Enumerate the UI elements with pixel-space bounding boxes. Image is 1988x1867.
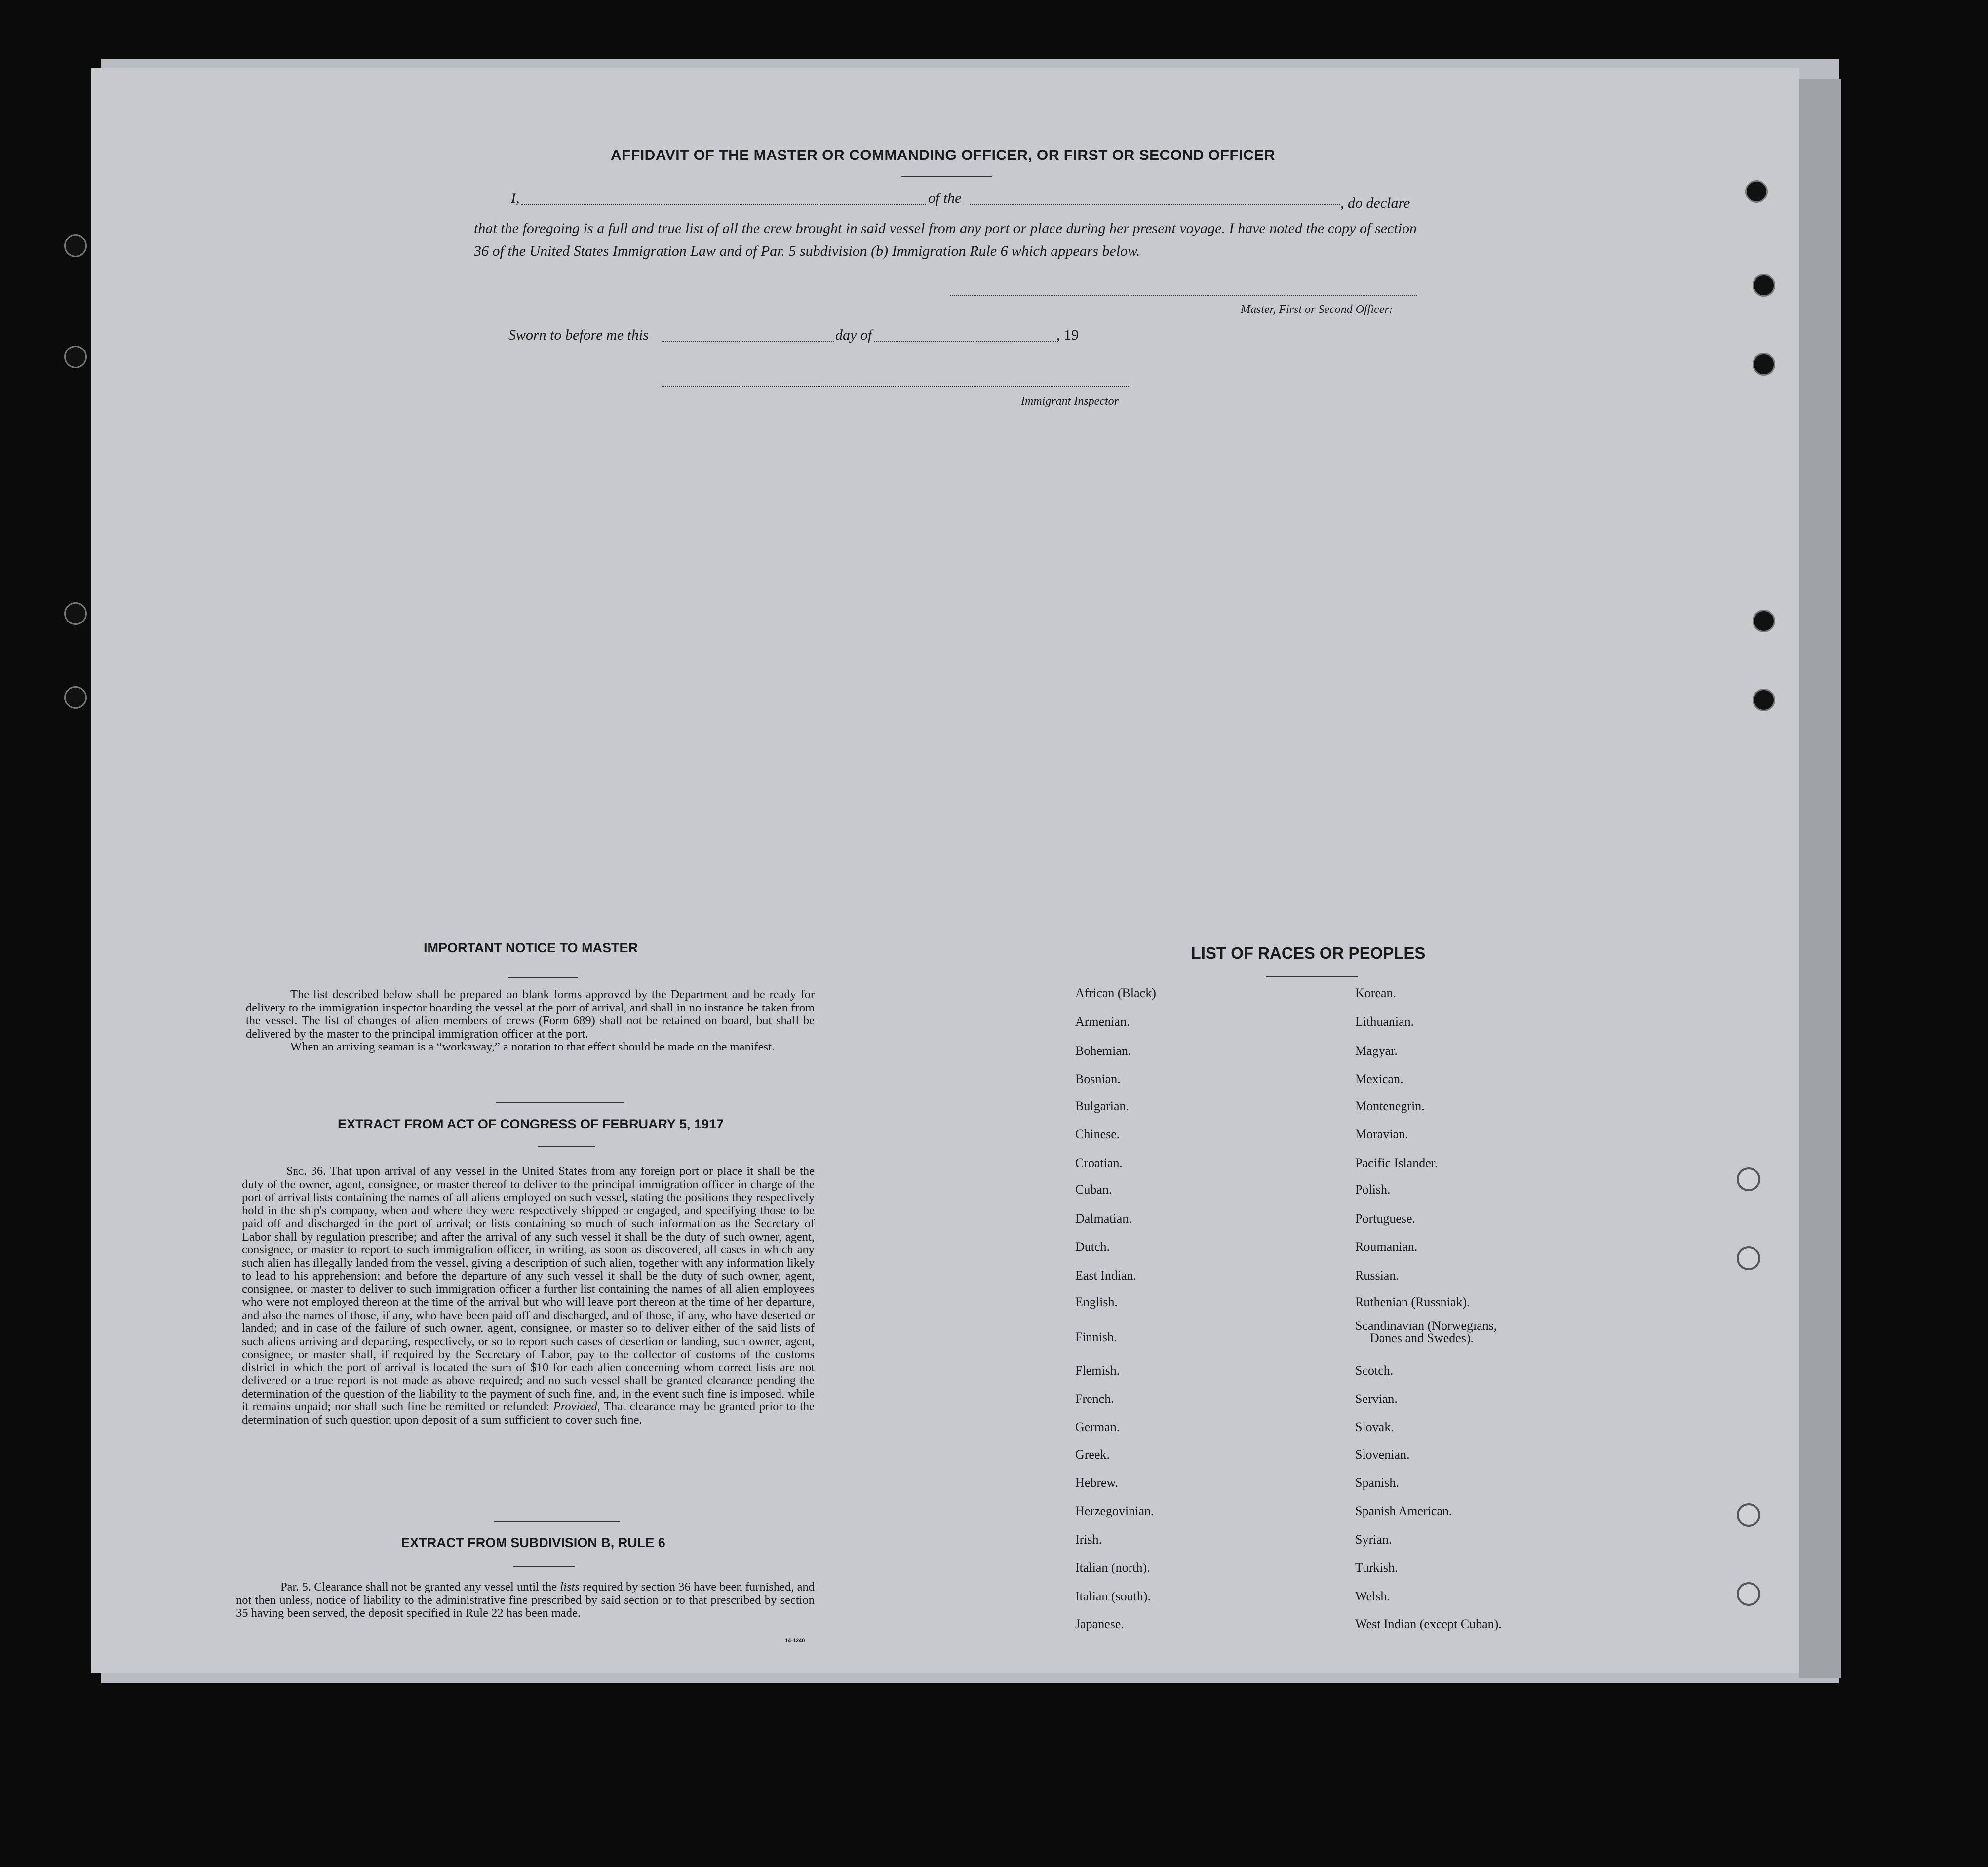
form-number: 14-1240 <box>785 1638 805 1644</box>
race-item: Ruthenian (Russniak). <box>1355 1295 1470 1309</box>
signature-line[interactable] <box>950 295 1417 296</box>
affidavit-i-label: I, <box>511 190 520 206</box>
race-item: Dutch. <box>1075 1240 1110 1254</box>
sheet-edge <box>1799 79 1841 1678</box>
race-item: Greek. <box>1075 1447 1110 1462</box>
inspector-signature-line[interactable] <box>662 386 1130 387</box>
rule-title: EXTRACT FROM SUBDIVISION B, RULE 6 <box>401 1535 665 1550</box>
binder-hole <box>64 234 87 257</box>
act-section-36 <box>242 1165 815 1427</box>
vessel-field-line[interactable] <box>970 204 1340 205</box>
race-item: Scotch. <box>1355 1363 1394 1378</box>
binder-hole <box>1753 353 1775 376</box>
race-item: Moravian. <box>1355 1127 1408 1141</box>
race-item: Flemish. <box>1075 1363 1120 1378</box>
race-item: Finnish. <box>1075 1330 1117 1344</box>
sworn-month-field-line[interactable] <box>874 341 1056 342</box>
title-underline <box>901 176 992 177</box>
race-item: Italian (south). <box>1075 1589 1151 1603</box>
binder-hole <box>1737 1167 1760 1191</box>
affidavit-declare-label: , do declare <box>1340 195 1410 211</box>
race-item: Dalmatian. <box>1075 1211 1132 1226</box>
act-body <box>242 1165 815 1427</box>
binder-hole <box>1737 1582 1760 1606</box>
binder-hole <box>1737 1503 1760 1527</box>
notice-underline <box>508 977 578 978</box>
rule-underline <box>513 1566 575 1567</box>
races-title: LIST OF RACES OR PEOPLES <box>1191 944 1426 962</box>
rule-text-part-2: required by section 36 have been furnished, and not then unless, notice of liability to the administrative fine prescribed by said section or to that prescribed by section 35 having been served, the deposit specified in Rule 22 has been made. <box>236 1580 815 1620</box>
sworn-year-label: , 19 <box>1056 327 1079 343</box>
race-item: English. <box>1075 1295 1118 1309</box>
sworn-day-of-label: day of <box>835 327 872 343</box>
act-text-part-1: That upon arrival of any vessel in the United States from any foreign port or place it shall be the duty of the owner, agent, consignee, or master thereof to deliver to the principal immigration officer in charge of the port of arrival lists containing the names of all aliens employed on such vessel, stating the positions they respectively hold in the ship's company, when and where they were respectively shipped or engaged, and specifying those to be paid off and discharged in the port of arrival; or lists containing so much of such information as the Secretary of Labor shall by regulation prescribe; and after the arrival of any such vessel it shall be the duty of such owner, agent, consignee, or master to report to such immigration officer, in writing, as soon as discovered, all cases in which any such alien has illegally landed from the vessel, giving a description of such alien, together with any information likely to lead to his apprehension; and before the departure of any such vessel it shall be the duty of such owner, agent, consignee, or master to deliver to such immigration officer a further list containing the names of all alien employees who were not employed thereon at the time of the arrival but who will leave port thereon at the time of her departure, and also the names of those, if any, who have been paid off and discharged, and of those, if any, who have deserted or landed; and in case of the failure of such owner, agent, consignee, or master so to deliver either of the said lists of such aliens arriving and departing, respectively, or so to report such cases of desertion or landing, such owner, agent, consignee, or master shall, if required by the Secretary of Labor, pay to the collector of customs of the customs district in which the port of arrival is located the sum of $10 for each alien concerning whom correct lists are not delivered or a true report is not made as above required; and no such vessel shall be granted clearance pending the determination of the question of the liability to the payment of such fine, and, in the event such fine is imposed, while it remains unpaid; nor shall such fine be remitted or refunded: <box>242 1165 815 1413</box>
document-page <box>91 68 1799 1673</box>
race-item: Montenegrin. <box>1355 1099 1425 1113</box>
race-item: Mexican. <box>1355 1072 1403 1086</box>
affidavit-paragraph: that the foregoing is a full and true list of all the crew brought in said vessel from any port or place during her present voyage. I have noted the copy of section 36 of the United States Immigration Law and of Par. 5 subdivision (b) Immigration Rule 6 which appears below. <box>474 220 1417 259</box>
provided-term: Provided, <box>553 1400 600 1413</box>
binder-hole <box>1753 610 1775 632</box>
binder-hole <box>1745 180 1768 203</box>
race-item: Irish. <box>1075 1532 1102 1547</box>
act-text-part-2: That clearance may be granted prior to the determination of such question upon deposit of a sum sufficient to cover such fine. <box>242 1400 815 1427</box>
notice-body <box>246 988 815 1054</box>
race-item: Italian (north). <box>1075 1560 1150 1575</box>
rule-body <box>236 1581 815 1620</box>
binder-hole <box>64 346 87 368</box>
lists-term: lists <box>560 1580 580 1594</box>
notice-paragraph-2: When an arriving seaman is a “workaway,” a notation to that effect should be made on the manifest. <box>290 1040 775 1053</box>
inspector-label: Immigrant Inspector <box>1021 395 1119 408</box>
race-item: Slovak. <box>1355 1420 1394 1434</box>
name-field-line[interactable] <box>521 204 926 205</box>
section-divider <box>496 1102 624 1103</box>
race-item-continuation: Danes and Swedes). <box>1370 1331 1474 1345</box>
sworn-day-field-line[interactable] <box>662 341 834 342</box>
race-item: Welsh. <box>1355 1589 1390 1603</box>
rule-text-part-1: Par. 5. Clearance shall not be granted any vessel until the <box>280 1580 557 1594</box>
affidavit-of-the-label: of the <box>928 190 962 206</box>
sworn-label: Sworn to before me this <box>508 327 649 343</box>
race-item: Korean. <box>1355 986 1397 1000</box>
binder-hole <box>1753 689 1775 711</box>
race-item: Hebrew. <box>1075 1476 1119 1490</box>
race-item: Magyar. <box>1355 1044 1398 1058</box>
race-item: Portuguese. <box>1355 1211 1416 1226</box>
race-item: Chinese. <box>1075 1127 1120 1141</box>
race-item: Syrian. <box>1355 1532 1392 1547</box>
binder-hole <box>1737 1246 1760 1270</box>
race-item: Scandinavian (Norwegians, <box>1355 1319 1497 1333</box>
race-item: Armenian. <box>1075 1014 1130 1029</box>
race-item: Croatian. <box>1075 1156 1123 1170</box>
notice-title: IMPORTANT NOTICE TO MASTER <box>424 940 638 955</box>
race-item: Spanish. <box>1355 1476 1399 1490</box>
race-item: Turkish. <box>1355 1560 1398 1575</box>
race-item: Bohemian. <box>1075 1044 1131 1058</box>
race-item: French. <box>1075 1392 1114 1406</box>
race-item: German. <box>1075 1420 1120 1434</box>
binder-hole <box>64 602 87 625</box>
section-divider <box>494 1521 620 1522</box>
binder-hole <box>1753 274 1775 297</box>
race-item: Servian. <box>1355 1392 1398 1406</box>
race-item: Japanese. <box>1075 1617 1124 1631</box>
act-underline <box>538 1146 595 1147</box>
binder-hole <box>64 686 87 709</box>
race-item: East Indian. <box>1075 1268 1137 1283</box>
races-underline <box>1266 976 1358 977</box>
race-item: Russian. <box>1355 1268 1399 1283</box>
section-label: Sec. 36. <box>286 1165 326 1178</box>
affidavit-title: AFFIDAVIT OF THE MASTER OR COMMANDING OFFICER, OR FIRST OR SECOND OFFICER <box>611 147 1275 163</box>
race-item: Bosnian. <box>1075 1072 1121 1086</box>
race-item: Herzegovinian. <box>1075 1504 1154 1518</box>
notice-paragraph-1: The list described below shall be prepared on blank forms approved by the Department and be ready for delivery to the immigration inspector boarding the vessel at the port of arrival, and shall in no instance be taken from the vessel. The list of changes of alien members of crews (Form 689) shall not be retained on board, but shall be delivered by the master to the principal immigration officer at the port. <box>246 988 815 1041</box>
race-item: Lithuanian. <box>1355 1014 1414 1029</box>
race-item: Polish. <box>1355 1182 1391 1197</box>
race-item: Slovenian. <box>1355 1447 1410 1462</box>
race-item: Spanish American. <box>1355 1504 1452 1518</box>
rule-paragraph <box>236 1581 815 1620</box>
act-title: EXTRACT FROM ACT OF CONGRESS OF FEBRUARY 5, 1917 <box>337 1117 724 1131</box>
race-item: Roumanian. <box>1355 1240 1418 1254</box>
race-item: Bulgarian. <box>1075 1099 1130 1113</box>
race-item: Pacific Islander. <box>1355 1156 1438 1170</box>
race-item: West Indian (except Cuban). <box>1355 1617 1502 1631</box>
signature-label: Master, First or Second Officer: <box>1241 303 1393 316</box>
race-item: African (Black) <box>1075 986 1156 1000</box>
race-item: Cuban. <box>1075 1182 1112 1197</box>
